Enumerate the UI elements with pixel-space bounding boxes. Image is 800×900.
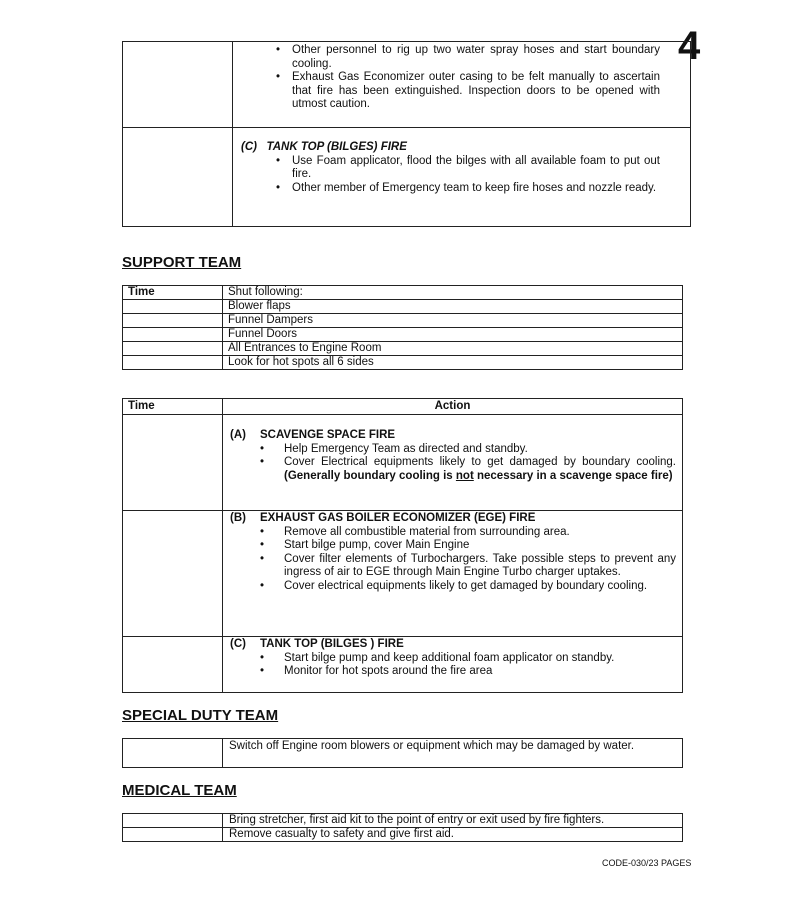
time-cell xyxy=(123,342,223,356)
page-number: 4 xyxy=(678,24,701,68)
item-letter: (A) xyxy=(230,429,246,441)
item-title: SCAVENGE SPACE FIRE xyxy=(260,429,396,441)
scavenge-space-fire-heading xyxy=(230,429,676,443)
item-letter: (B) xyxy=(230,512,246,524)
action-cell xyxy=(223,637,683,693)
table-cell: Bring stretcher, first aid kit to the point of entry or exit used by fire fighters. xyxy=(223,814,683,828)
time-cell xyxy=(123,328,223,342)
time-header: Time xyxy=(123,399,223,415)
table-row xyxy=(123,356,683,370)
item-title: TANK TOP (BILGES ) FIRE xyxy=(260,638,404,650)
time-cell xyxy=(123,828,223,842)
list-item: • Exhaust Gas Economizer outer casing to be felt manually to ascertain that fire has been extinguished. Inspection doors to be opened with utmost caution. xyxy=(272,71,660,112)
time-cell xyxy=(123,356,223,370)
time-header: Time xyxy=(123,286,223,300)
support-team-action-table xyxy=(122,398,683,693)
list-item: • Other personnel to rig up two water spray hoses and start boundary cooling. xyxy=(272,44,660,71)
table-cell: Blower flaps xyxy=(223,300,683,314)
item-title: EXHAUST GAS BOILER ECONOMIZER (EGE) FIRE xyxy=(260,512,536,524)
time-cell xyxy=(123,128,233,227)
support-team-shutdown-table xyxy=(122,285,683,370)
table-row xyxy=(123,314,683,328)
ege-fire-heading xyxy=(230,512,676,526)
list-item: • Start bilge pump and keep additional foam applicator on standby. xyxy=(256,652,676,666)
note-text: (Generally boundary cooling is xyxy=(284,469,456,482)
bullet-list xyxy=(272,155,660,196)
table-row xyxy=(123,415,683,511)
bullet-list xyxy=(256,652,676,679)
table-cell: Funnel Doors xyxy=(223,328,683,342)
table-row xyxy=(123,511,683,637)
table-row xyxy=(123,828,683,842)
medical-team-table xyxy=(122,813,683,842)
table-cell: All Entrances to Engine Room xyxy=(223,342,683,356)
special-duty-team-table xyxy=(122,738,683,768)
medical-team-heading: MEDICAL TEAM xyxy=(122,782,237,799)
time-cell xyxy=(123,314,223,328)
time-cell xyxy=(123,300,223,314)
list-item: • Remove all combustible material from surrounding area. xyxy=(256,526,676,540)
action-cell xyxy=(223,511,683,637)
table-row xyxy=(123,637,683,693)
time-cell xyxy=(123,814,223,828)
list-item: • Monitor for hot spots around the fire area xyxy=(256,665,676,679)
table-cell: Funnel Dampers xyxy=(223,314,683,328)
list-item: • Cover filter elements of Turbochargers. Take possible steps to prevent any ingress of air to EGE through Main Engine Turbo charger uptakes. xyxy=(256,553,676,580)
table-cell: Shut following: xyxy=(223,286,683,300)
list-item: • Use Foam applicator, flood the bilges with all available foam to put out fire. xyxy=(272,155,660,182)
table-row xyxy=(123,128,691,227)
bullet-list xyxy=(272,44,660,112)
table-row xyxy=(123,328,683,342)
list-item: • Help Emergency Team as directed and standby. xyxy=(256,443,676,457)
tank-top-fire-heading: (C) TANK TOP (BILGES) FIRE xyxy=(241,141,407,153)
table-cell: Switch off Engine room blowers or equipment which may be damaged by water. xyxy=(223,739,683,768)
time-cell xyxy=(123,637,223,693)
action-cell xyxy=(233,42,691,128)
time-cell xyxy=(123,739,223,768)
action-header: Action xyxy=(223,399,683,415)
table-cell: Look for hot spots all 6 sides xyxy=(223,356,683,370)
note-text: necessary in a scavenge space fire) xyxy=(473,469,673,482)
item-text: Cover Electrical equipments likely to get damaged by boundary cooling. xyxy=(284,456,676,468)
bullet-list xyxy=(256,526,676,594)
page-footer-code: CODE-030/23 PAGES xyxy=(602,858,692,868)
time-cell xyxy=(123,415,223,511)
table-row xyxy=(123,42,691,128)
list-item: • Start bilge pump, cover Main Engine xyxy=(256,539,676,553)
special-duty-team-heading: SPECIAL DUTY TEAM xyxy=(122,707,279,724)
list-item: • Other member of Emergency team to keep fire hoses and nozzle ready. xyxy=(272,182,660,196)
table-row xyxy=(123,739,683,768)
action-cell xyxy=(233,128,691,227)
engine-room-fire-table-continued xyxy=(122,41,691,227)
item-letter: (C) xyxy=(230,638,246,650)
list-item xyxy=(256,456,676,483)
time-cell xyxy=(123,511,223,637)
list-item: • Cover electrical equipments likely to get damaged by boundary cooling. xyxy=(256,580,676,594)
table-header-row xyxy=(123,399,683,415)
bullet-list xyxy=(256,443,676,484)
table-row xyxy=(123,286,683,300)
tank-top-bilges-fire-heading xyxy=(230,638,676,652)
support-team-heading: SUPPORT TEAM xyxy=(122,254,242,271)
table-row xyxy=(123,342,683,356)
time-cell xyxy=(123,42,233,128)
emphasis-text: not xyxy=(455,469,474,482)
action-cell xyxy=(223,415,683,511)
table-cell: Remove casualty to safety and give first aid. xyxy=(223,828,683,842)
table-row xyxy=(123,300,683,314)
table-row xyxy=(123,814,683,828)
